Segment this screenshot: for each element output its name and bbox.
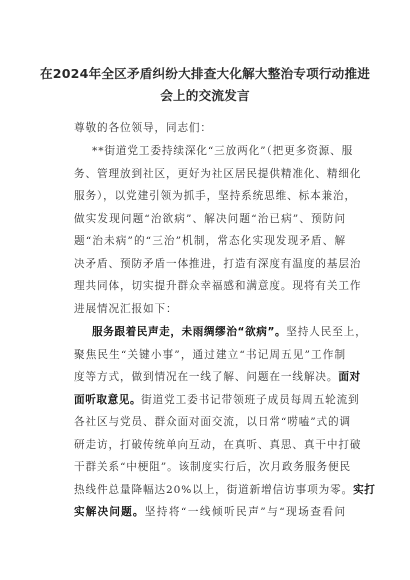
- paragraph-2-line-1: [92, 325, 367, 339]
- paragraph-2-line-9: [74, 505, 346, 519]
- paragraph-2-line-4-text: 街道党工委书记带领班子成员每周五轮流到: [141, 394, 360, 406]
- paragraph-1-line-2: 务、管理放到社区，更好为社区居民提供精准化、精细化: [74, 168, 362, 180]
- subheading-2-part-1: 实打: [353, 484, 376, 496]
- paragraph-2-line-2: 聚焦民生“关键小事”，通过建立“书记周五见”工作制: [74, 349, 346, 361]
- salutation: 尊敬的各位领导，同志们：: [74, 122, 212, 134]
- paragraph-1-line-8: 进展情况汇报如下：: [74, 303, 178, 315]
- document-title-line-1: 在2024年全区矛盾纠纷大排查大化解大整治专项行动推进: [39, 66, 371, 81]
- paragraph-2-line-3-text: 度等方式，做到情况在一线了解、问题在一线解决。: [74, 371, 339, 383]
- paragraph-2-line-4: [74, 393, 360, 407]
- subheading-2-part-2: 实解决问题。: [74, 506, 145, 518]
- paragraph-2-line-9-text: 坚持将“一线倾听民声”与“现场查看问: [144, 506, 346, 518]
- paragraph-1-line-1: **街道党工委持续深化“三放两化”（把更多资源、服: [92, 145, 354, 157]
- paragraph-1-line-5: 题“治未病”的“三治”机制，常态化实现发现矛盾、解: [74, 235, 346, 247]
- paragraph-1-line-6: 决矛盾、预防矛盾一体推进，打造有深度有温度的基层治: [74, 258, 362, 270]
- paragraph-2-heading: 服务跟着民声走，未雨绸缪治“欲病”。: [92, 326, 287, 338]
- paragraph-2-line-8-text: 热线件总量降幅达20%以上，街道新增信访事项为零。: [74, 484, 354, 496]
- paragraph-2-line-6: 研走访，打破传统单向互动，在真听、真思、真干中打破: [74, 439, 362, 451]
- subheading-1-part-1: 面对: [338, 371, 361, 383]
- subheading-1-part-2: 面听取意见。: [74, 394, 142, 406]
- paragraph-2-line-3: [74, 370, 361, 384]
- paragraph-2-line-7: 干群关系“中梗阻”。该制度实行后，次月政务服务便民: [74, 461, 351, 473]
- document-title-line-2: 会上的交流发言: [160, 88, 250, 103]
- paragraph-2-line-1-text: 坚持人民至上，: [286, 326, 367, 338]
- paragraph-2-line-5: 各社区与党员、群众面对面交流，以日常“唠嗑”式的调: [74, 416, 351, 428]
- paragraph-2-line-8: [74, 483, 376, 497]
- paragraph-1-line-7: 理共同体，切实提升群众幸福感和满意度。现将有关工作: [74, 280, 362, 292]
- paragraph-1-line-4: 做实发现问题“治欲病”、解决问题“治已病”、预防问: [74, 213, 346, 225]
- paragraph-1-line-3: 服务），以党建引领为抓手，坚持系统思维、标本兼治，: [74, 190, 357, 202]
